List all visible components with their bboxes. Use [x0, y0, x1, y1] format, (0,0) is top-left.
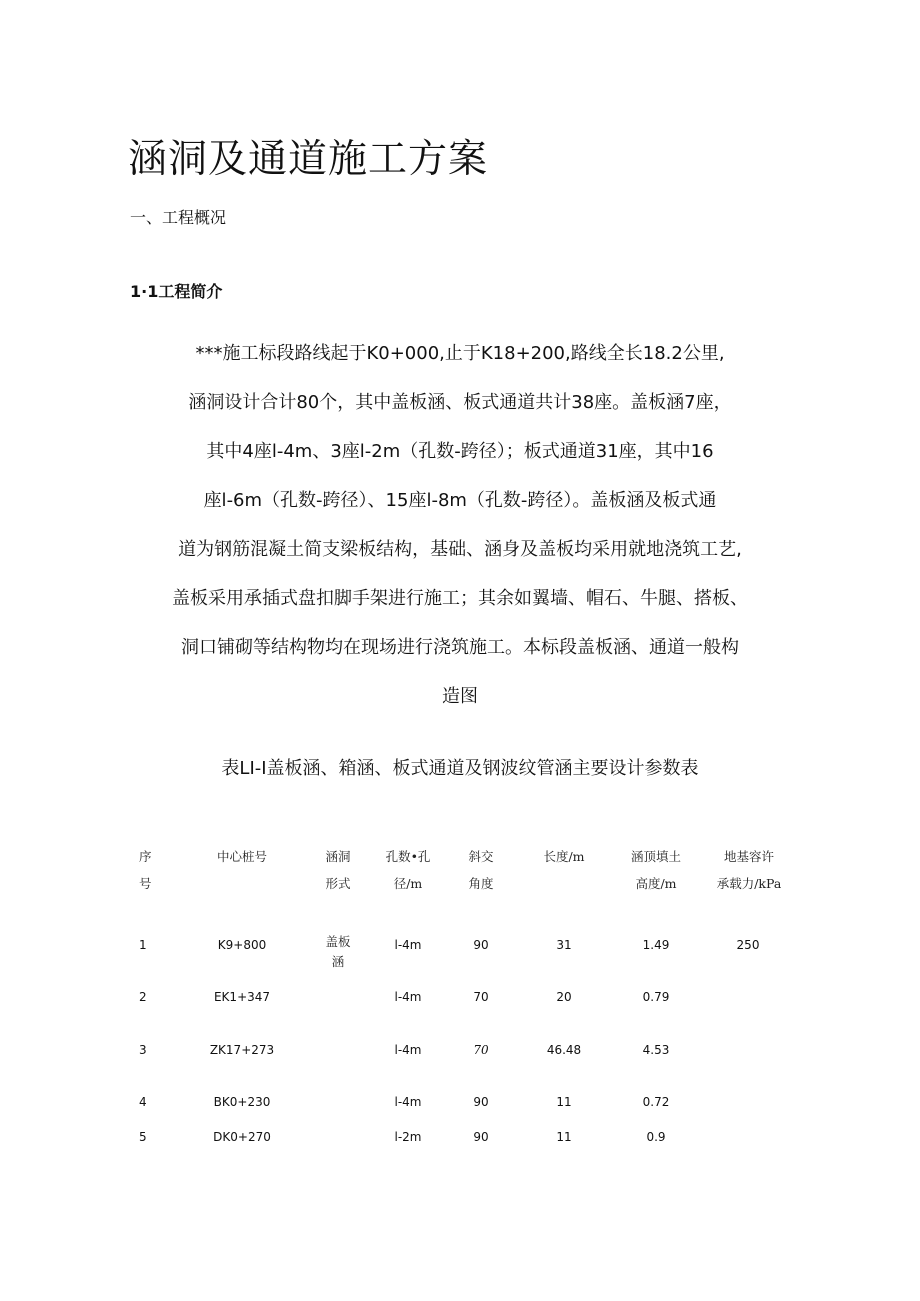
subsection-heading: 1·1工程简介: [130, 282, 223, 301]
table-header-cell: 号: [139, 876, 152, 891]
page-title: 涵洞及通道施工方案: [128, 137, 489, 182]
paragraph-line: 涵洞设计合计80个，其中盖板涵、板式通道共计38座。盖板涵7座，: [188, 392, 732, 413]
table-header-cell: 角度: [468, 876, 494, 891]
table-cell-angle: 90: [473, 938, 489, 952]
table-cell-type: 盖板: [325, 934, 351, 949]
table-cell-fill: 0.72: [642, 1095, 670, 1109]
table-header-cell: 涵洞: [325, 849, 351, 864]
table-cell-station: ZK17+273: [209, 1043, 275, 1057]
table-cell-no: 2: [139, 990, 147, 1004]
table-cell-angle: 70: [473, 1043, 489, 1057]
paragraph-line: ***施工标段路线起于K0+000,止于K18+200,路线全长18.2公里,: [195, 343, 725, 364]
table-cell-fill: 1.49: [642, 938, 670, 952]
table-cell-fill: 0.9: [646, 1130, 666, 1144]
table-cell-station: BK0+230: [213, 1095, 271, 1109]
table-header-cell: 涵顶填土: [630, 849, 682, 864]
table-header-cell: 径/m: [393, 876, 423, 891]
table-cell-no: 5: [139, 1130, 147, 1144]
table-header-cell: 中心桩号: [216, 849, 268, 864]
table-caption: 表LI-I盖板涵、箱涵、板式通道及钢波纹管涵主要设计参数表: [221, 758, 699, 779]
table-cell-type: 涵: [331, 954, 345, 969]
table-cell-length: 46.48: [546, 1043, 582, 1057]
table-cell-station: EK1+347: [213, 990, 271, 1004]
paragraph-line: 座l-6m（孔数-跨径）、15座l-8m（孔数-跨径）。盖板涵及板式通: [203, 490, 717, 511]
paragraph-line: 其中4座l-4m、3座l-2m（孔数-跨径）；板式通道31座，其中16: [206, 441, 714, 462]
intro-paragraph: [150, 339, 770, 731]
table-cell-no: 4: [139, 1095, 147, 1109]
table-cell-angle: 90: [473, 1130, 489, 1144]
table-header-cell: 高度/m: [635, 876, 677, 891]
table-cell-angle: 90: [473, 1095, 489, 1109]
table-cell-bearing: 250: [736, 938, 760, 952]
table-header-cell: 地基容许: [723, 849, 775, 864]
table-cell-length: 11: [556, 1130, 572, 1144]
table-cell-station: DK0+270: [213, 1130, 271, 1144]
table-cell-no: 3: [139, 1043, 147, 1057]
section-heading: 一、工程概况: [130, 208, 227, 227]
table-cell-span: l-4m: [394, 938, 422, 952]
table-cell-span: l-4m: [394, 990, 422, 1004]
table-cell-span: l-4m: [394, 1043, 422, 1057]
paragraph-line: 洞口铺砌等结构物均在现场进行浇筑施工。本标段盖板涵、通道一般构: [181, 637, 739, 658]
table-header-cell: 承载力/kPa: [716, 876, 782, 891]
table-cell-fill: 4.53: [642, 1043, 670, 1057]
table-header-cell: 斜交: [468, 849, 494, 864]
table-cell-no: 1: [139, 938, 147, 952]
table-cell-length: 31: [556, 938, 572, 952]
table-header-cell: 形式: [325, 876, 351, 891]
table-cell-angle: 70: [473, 990, 489, 1004]
table-cell-length: 11: [556, 1095, 572, 1109]
paragraph-line: 道为钢筋混凝土简支梁板结构，基础、涵身及盖板均采用就地浇筑工艺,: [178, 539, 742, 560]
table-cell-length: 20: [556, 990, 572, 1004]
table-cell-fill: 0.79: [642, 990, 670, 1004]
table-cell-span: l-2m: [394, 1130, 422, 1144]
paragraph-line: 造图: [442, 686, 478, 707]
table-header-cell: 孔数•孔: [385, 849, 431, 864]
paragraph-line: 盖板采用承插式盘扣脚手架进行施工；其余如翼墙、帽石、牛腿、搭板、: [172, 588, 748, 609]
table-cell-span: l-4m: [394, 1095, 422, 1109]
table-header-cell: 长度/m: [543, 849, 585, 864]
table-cell-station: K9+800: [217, 938, 267, 952]
table-header-cell: 序: [139, 849, 152, 864]
